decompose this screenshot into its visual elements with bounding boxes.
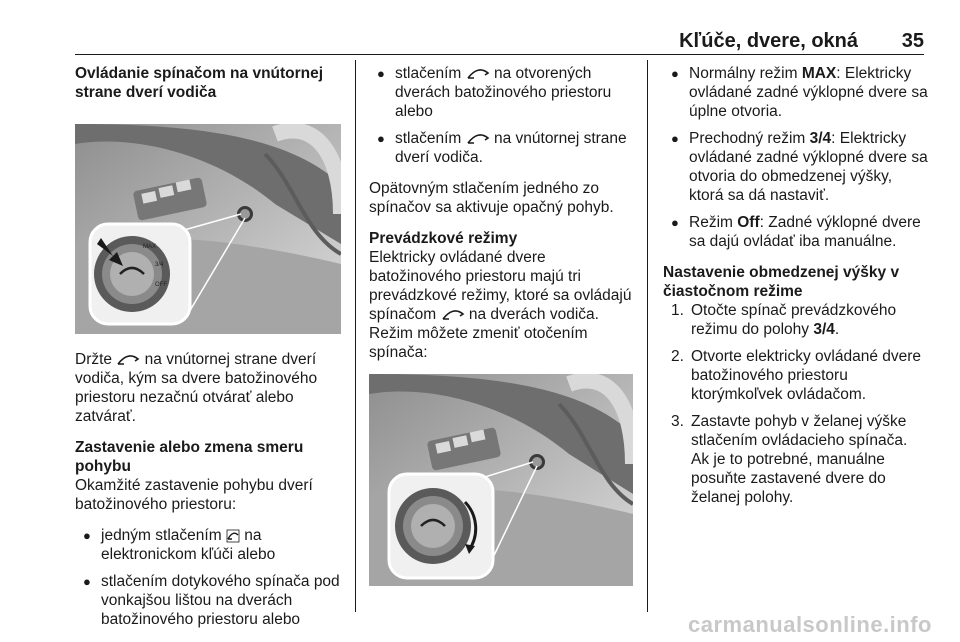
stop-paragraph: Okamžité zastavenie pohybu dverí batožinového priestoru:: [75, 477, 313, 513]
switch-bullet-list: [369, 64, 637, 167]
tailgate-icon: [466, 132, 490, 146]
watermark: carmanualsonline.info: [688, 612, 932, 637]
page-number: 35: [901, 30, 924, 52]
dial-label-max: MAX: [143, 244, 157, 250]
list-item: ● stlačením na vnútornej strane dverí vodiča.: [369, 129, 637, 167]
header-rule: [75, 54, 924, 55]
tailgate-icon: [466, 67, 490, 81]
section-heading-stop: Zastavenie alebo zmena smeru pohybu: [75, 439, 304, 475]
header-title: Kľúče, dvere, okná: [679, 30, 858, 52]
mode-switch-photo: [369, 374, 633, 586]
key-tailgate-icon: [226, 529, 240, 543]
dial-label-3-4: 3/4: [155, 262, 164, 268]
section-heading-modes: Prevádzkové režimy: [369, 230, 518, 247]
list-item: ● Normálny režim MAX: Elektricky ovládané zadné výklopné dvere sa úplne otvoria.: [663, 64, 928, 121]
stop-bullet-list: [75, 526, 343, 629]
list-item: ● jedným stlačením na elektronickom kľúči alebo: [75, 526, 343, 564]
tailgate-icon: [116, 353, 140, 367]
modes-paragraph: Elektricky ovládané dvere batožinového priestoru majú tri prevádzkové režimy, ktoré sa ovládajú spínačom na dverách vodiča. Režim môžete zmeniť otočením spínača:: [369, 249, 632, 361]
dial-label-off: OFF: [155, 282, 167, 288]
column-divider-2: [647, 60, 648, 612]
section-heading-switch: Ovládanie spínačom na vnútornej strane dverí vodiča: [75, 65, 324, 101]
list-item: 2. Otvorte elektricky ovládané dvere batožinového priestoru ktorýmkoľvek ovládačom.: [671, 348, 922, 403]
list-item: 3. Zastavte pohyb v želanej výške stlačením ovládacieho spínača. Ak je to potrebné, manuálne posuňte zastavené dvere do želanej polohy.: [671, 413, 908, 506]
tailgate-icon: [441, 308, 465, 322]
steps-list: [663, 301, 928, 507]
list-item: ● stlačením na otvorených dverách batožinového priestoru alebo: [369, 64, 637, 121]
modes-bullet-list: [663, 64, 928, 251]
list-item: ● Režim Off: Zadné výklopné dvere sa dajú ovládať iba manuálne.: [663, 213, 928, 251]
list-item: ● stlačením dotykového spínača pod vonkajšou lištou na dverách batožinového priestoru alebo: [75, 572, 343, 629]
reverse-paragraph: Opätovným stlačením jedného zo spínačov sa aktivuje opačný pohyb.: [369, 180, 614, 216]
section-heading-limited-height: Nastavenie obmedzenej výšky v čiastočnom režime: [663, 264, 900, 300]
column-2: [369, 64, 637, 602]
door-switch-photo: [75, 124, 341, 334]
list-item: ● Prechodný režim 3/4: Elektricky ovládané zadné výklopné dvere sa otvoria do obmedzenej výšky, ktorá sa dá nastaviť.: [663, 129, 928, 205]
list-item: 1. Otočte spínač prevádzkového režimu do polohy 3/4.: [671, 302, 897, 338]
column-3: [663, 64, 928, 515]
column-divider-1: [355, 60, 356, 612]
column-1: [75, 64, 343, 641]
hold-switch-paragraph: Držte na vnútornej strane dverí vodiča, kým sa dvere batožinového priestoru nezačnú otvárať alebo zatvárať.: [75, 351, 318, 425]
